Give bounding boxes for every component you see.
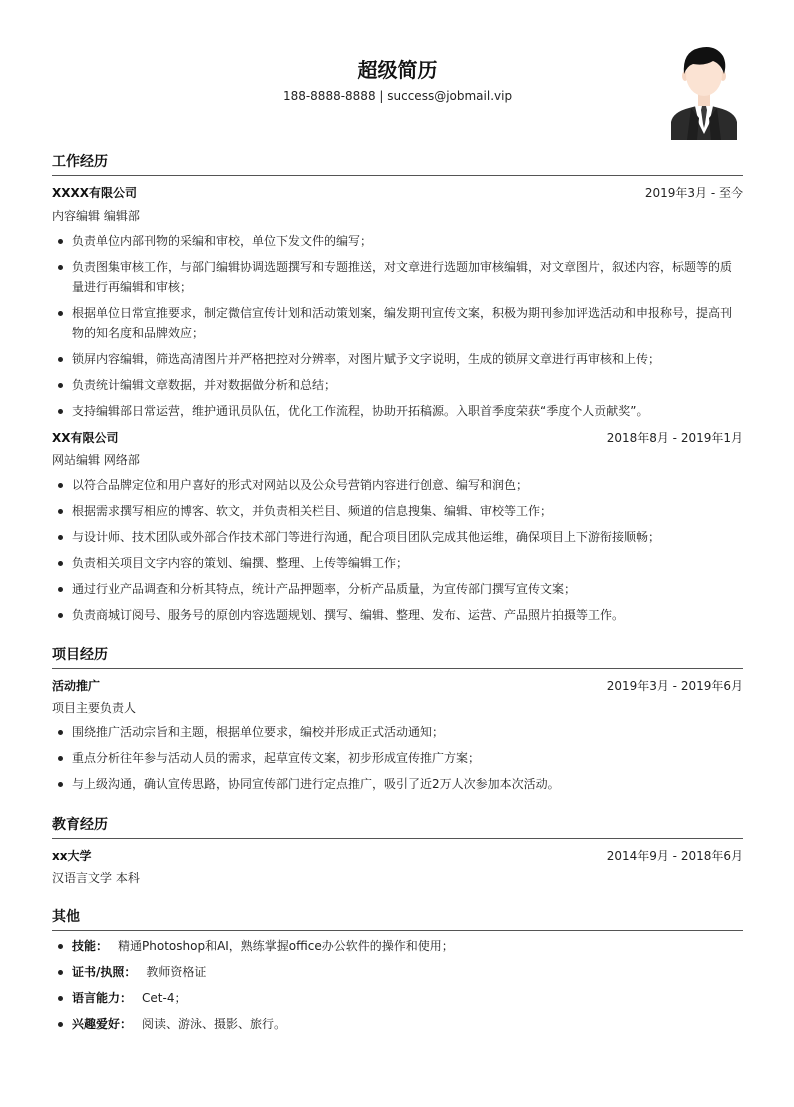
list-item: 重点分析往年参与活动人员的需求，起草宣传文案，初步形成宣传推广方案； [52,748,743,768]
list-item: 负责统计编辑文章数据，并对数据做分析和总结； [52,375,743,395]
project-role: 项目主要负责人 [52,701,137,715]
item-value: Cet-4； [142,991,187,1005]
projects-section [52,645,743,669]
list-item: 负责图集审核工作，与部门编辑协调选题撰写和专题推送，对文章进行选题加审核编辑，对文章图片，叙述内容，标题等的质量进行再编辑和审核； [52,257,743,297]
list-item: 根据需求撰写相应的博客、软文，并负责相关栏目、频道的信息搜集、编辑、审校等工作； [52,501,743,521]
projects-section-title: 项目经历 [52,647,108,663]
list-item-certificates [52,962,743,982]
education-section-title: 教育经历 [52,817,108,833]
entry-date: 2019年3月 - 至今 [644,186,743,200]
entry-date: 2018年8月 - 2019年1月 [606,431,743,445]
work-entry-header [52,184,743,202]
other-section-title: 其他 [52,909,80,925]
list-item: 锁屏内容编辑，筛选高清图片并严格把控对分辨率，对图片赋予文字说明，生成的锁屏文章进行再审核和上传； [52,349,743,369]
list-item: 根据单位日常宣推要求，制定微信宣传计划和活动策划案，编发期刊宣传文案，积极为期刊参加评选活动和申报称号，提高刊物的知名度和品牌效应； [52,303,743,343]
list-item-skills [52,936,743,956]
avatar [669,44,739,140]
job-role: 内容编辑 编辑部 [52,209,140,223]
education-entry-header [52,847,743,865]
list-item: 与设计师、技术团队或外部合作技术部门等进行沟通，配合项目团队完成其他运维，确保项目上下游衔接顺畅； [52,527,743,547]
work-entry-header [52,429,743,447]
item-value: 教师资格证 [146,965,207,979]
section-divider [52,930,743,931]
list-item: 负责商城订阅号、服务号的原创内容选题规划、撰写、编辑、整理、发布、运营、产品照片拍摄等工作。 [52,605,743,625]
entry-date: 2014年9月 - 2018年6月 [606,849,743,863]
other-list [52,936,743,1040]
work-section [52,152,743,176]
list-item-languages [52,988,743,1008]
list-item: 围绕推广活动宗旨和主题，根据单位要求，编校并形成正式活动通知； [52,722,743,742]
work-duties-list [52,475,743,631]
list-item: 以符合品牌定位和用户喜好的形式对网站以及公众号营销内容进行创意、编写和润色； [52,475,743,495]
work-duties-list [52,231,743,427]
item-value: 精通Photoshop和AI，熟练掌握office办公软件的操作和使用； [118,939,454,953]
project-name: 活动推广 [52,679,101,693]
school-name: xx大学 [52,849,92,863]
item-label: 技能： [72,939,109,953]
entry-date: 2019年3月 - 2019年6月 [606,679,743,693]
other-section [52,907,743,931]
company-name: XX有限公司 [52,431,119,445]
contact-info: 188-8888-8888 | success@jobmail.vip [282,89,513,103]
section-divider [52,175,743,176]
list-item: 通过行业产品调查和分析其特点，统计产品押题率，分析产品质量，为宣传部门撰写宣传文案； [52,579,743,599]
resume-name: 超级简历 [357,58,438,82]
company-name: XXXX有限公司 [52,186,138,200]
list-item-hobbies [52,1014,743,1034]
project-duties-list [52,722,743,800]
project-entry-header [52,677,743,695]
list-item: 支持编辑部日常运营，维护通讯员队伍，优化工作流程，协助开拓稿源。入职首季度荣获“季度个人贡献奖”。 [52,401,743,421]
item-value: 阅读、游泳、摄影、旅行。 [142,1017,287,1031]
item-label: 兴趣爱好： [72,1017,133,1031]
section-divider [52,668,743,669]
item-label: 证书/执照： [72,965,137,979]
list-item: 与上级沟通，确认宣传思路，协同宣传部门进行定点推广，吸引了近2万人次参加本次活动。 [52,774,743,794]
item-label: 语言能力： [72,991,133,1005]
list-item: 负责单位内部刊物的采编和审校，单位下发文件的编写； [52,231,743,251]
list-item: 负责相关项目文字内容的策划、编撰、整理、上传等编辑工作； [52,553,743,573]
job-role: 网站编辑 网络部 [52,453,140,467]
section-divider [52,838,743,839]
degree: 汉语言文学 本科 [52,871,140,885]
work-section-title: 工作经历 [52,154,108,170]
education-section [52,815,743,839]
